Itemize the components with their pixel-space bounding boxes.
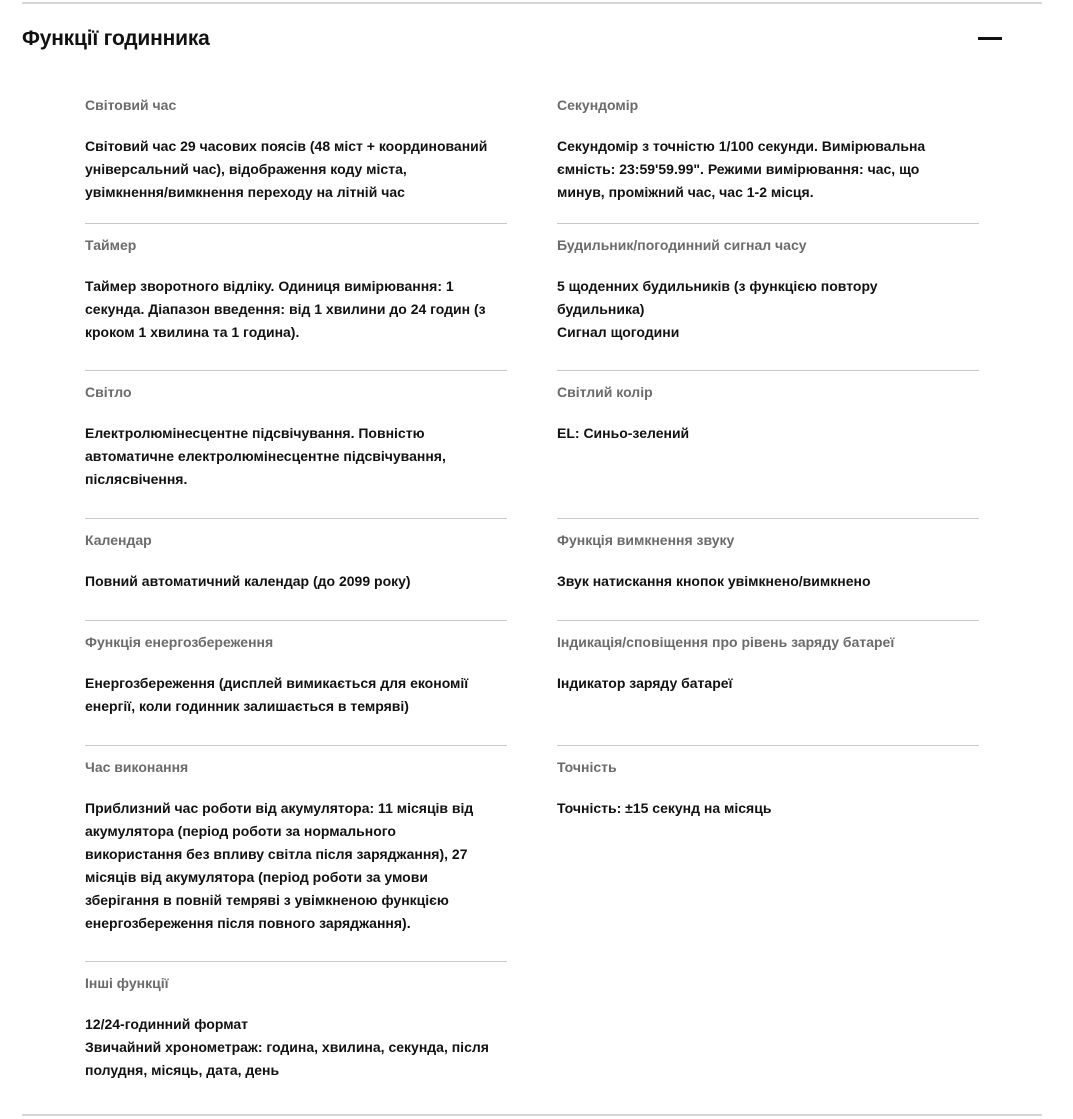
spec-value: 5 щоденних будильників (з функцією повтору будильника) Сигнал щогодини	[557, 278, 878, 340]
spec-value: Енергозбереження (дисплей вимикається для економії енергії, коли годинник залишається в темряві)	[85, 675, 469, 714]
spec-item-accuracy	[557, 746, 979, 961]
spec-value: Електролюмінесцентне підсвічування. Повністю автоматичне електролюмінесцентне підсвічування, післясвічення.	[85, 425, 446, 487]
minus-icon	[978, 37, 1002, 40]
spec-label: Світовий час	[85, 97, 177, 113]
spec-item-battery-indicator	[557, 621, 979, 746]
section-bottom-divider	[22, 1114, 1042, 1116]
spec-item-other-functions	[85, 962, 507, 1102]
spec-label: Будильник/погодинний сигнал часу	[557, 237, 807, 253]
spec-item-world-time	[85, 84, 507, 224]
spec-item-runtime	[85, 746, 507, 962]
collapse-button[interactable]	[966, 24, 1014, 54]
spec-value: Точність: ±15 секунд на місяць	[557, 800, 772, 816]
spec-item-stopwatch	[557, 84, 979, 224]
spec-value: Секундомір з точністю 1/100 секунди. Вимірювальна ємність: 23:59'59.99". Режими вимірювання: час, що минув, проміжний час, час 1-2 місця.	[557, 138, 926, 200]
spec-label: Світло	[85, 384, 132, 400]
spec-label: Таймер	[85, 237, 137, 253]
spec-item-power-saving	[85, 621, 507, 746]
spec-value: Повний автоматичний календар (до 2099 року)	[85, 573, 411, 589]
spec-value: Індикатор заряду батареї	[557, 675, 733, 691]
specs-column-right	[557, 84, 979, 961]
spec-label: Індикація/сповіщення про рівень заряду батареї	[557, 634, 895, 650]
spec-value: Приблизний час роботи від акумулятора: 11 місяців від акумулятора (період роботи за нормального використання без впливу світла після заряджання), 27 місяців від акумулятора (період роботи за умови зберігання в повній темряві з увімкненою функцією енергозбереження після повного заряджання).	[85, 800, 474, 931]
specs-column-left	[85, 84, 507, 1102]
spec-label: Час виконання	[85, 759, 189, 775]
spec-label: Інші функції	[85, 975, 169, 991]
spec-label: Світлий колір	[557, 384, 653, 400]
spec-value: Світовий час 29 часових поясів (48 міст + координований універсальний час), відображення коду міста, увімкнення/вимкнення переходу на літній час	[85, 138, 488, 200]
spec-item-alarm	[557, 224, 979, 371]
spec-item-timer	[85, 224, 507, 371]
spec-label: Функція енергозбереження	[85, 634, 274, 650]
spec-value: 12/24-годинний формат Звичайний хронометраж: година, хвилина, секунда, після полудня, місяць, дата, день	[85, 1016, 489, 1078]
spec-label: Календар	[85, 532, 152, 548]
spec-value: Звук натискання кнопок увімкнено/вимкнено	[557, 573, 871, 589]
spec-item-mute-function	[557, 519, 979, 621]
spec-item-calendar	[85, 519, 507, 621]
spec-item-light-color	[557, 371, 979, 519]
spec-value: Таймер зворотного відліку. Одиниця вимірювання: 1 секунда. Діапазон введення: від 1 хвилини до 24 годин (з кроком 1 хвилина та 1 година).	[85, 278, 486, 340]
spec-item-light	[85, 371, 507, 519]
spec-label: Секундомір	[557, 97, 639, 113]
section-top-divider	[22, 2, 1042, 4]
spec-label: Функція вимкнення звуку	[557, 532, 735, 548]
spec-label: Точність	[557, 759, 617, 775]
spec-value: EL: Синьо-зелений	[557, 425, 690, 441]
section-title: Функції годинника	[22, 27, 210, 50]
